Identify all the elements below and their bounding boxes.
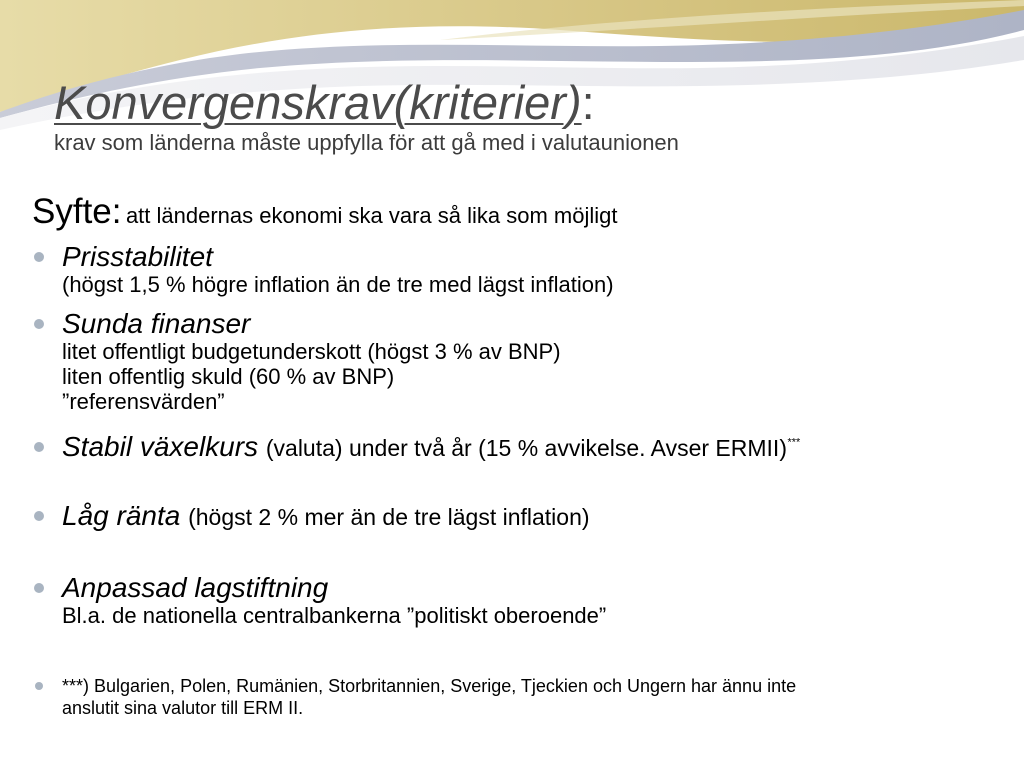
slide-title-block — [54, 76, 1004, 156]
footnote — [30, 675, 1000, 719]
slide-title-suffix: : — [581, 76, 595, 129]
criterion-detail: ”referensvärden” — [62, 389, 225, 414]
criterion-heading: Anpassad lagstiftning — [62, 572, 329, 603]
purpose-label: Syfte: — [32, 192, 122, 231]
slide-subtitle: krav som länderna måste uppfylla för att gå med i valutaunionen — [54, 130, 679, 155]
criterion-adapted-legislation — [30, 573, 1000, 628]
criterion-heading: Prisstabilitet — [62, 241, 213, 272]
criterion-stable-exchange-rate — [30, 432, 1000, 463]
criterion-detail: liten offentlig skuld (60 % av BNP) — [62, 364, 395, 389]
purpose-text: att ländernas ekonomi ska vara så lika som möjligt — [125, 203, 618, 228]
slide-title-text: Konvergenskrav(kriterier) — [54, 76, 582, 129]
criterion-heading: Stabil växelkurs — [62, 431, 259, 462]
criterion-detail: (högst 2 % mer än de tre lägst inflation) — [188, 504, 590, 530]
criterion-detail: litet offentligt budgetunderskott (högst 3 % av BNP) — [62, 339, 561, 364]
bullet-icon — [34, 511, 44, 521]
footnote-line: ***) Bulgarien, Polen, Rumänien, Storbritannien, Sverige, Tjeckien och Ungern har ännu inte — [62, 676, 797, 696]
criterion-price-stability — [30, 242, 1000, 297]
criterion-heading: Låg ränta — [62, 500, 181, 531]
bullet-icon — [34, 442, 44, 452]
criterion-detail: Bl.a. de nationella centralbankerna ”politiskt oberoende” — [62, 603, 607, 628]
criterion-low-interest-rate — [30, 501, 1000, 532]
criterion-detail: (högst 1,5 % högre inflation än de tre med lägst inflation) — [62, 272, 614, 297]
purpose-line — [32, 192, 618, 232]
bullet-icon — [35, 682, 43, 690]
criterion-heading: Sunda finanser — [62, 308, 251, 339]
criterion-footnote-marker: *** — [786, 436, 800, 449]
footnote-line: anslutit sina valutor till ERM II. — [62, 698, 304, 718]
criterion-sound-finances — [30, 309, 1000, 414]
bullet-icon — [34, 319, 44, 329]
bullet-icon — [34, 252, 44, 262]
bullet-icon — [34, 583, 44, 593]
slide-title — [54, 76, 1004, 130]
criterion-detail: (valuta) under två år (15 % avvikelse. Avser ERMII) — [265, 435, 787, 461]
